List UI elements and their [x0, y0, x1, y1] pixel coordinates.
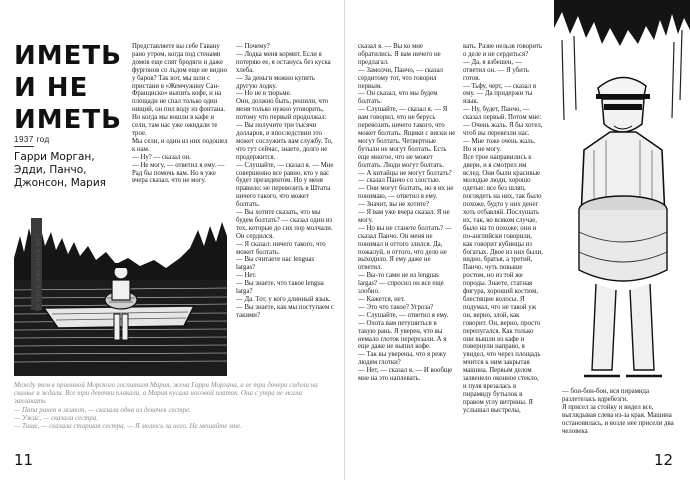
paragraph: — Они могут болтать, но я их не понимаю, — ответил я ему.	[358, 185, 454, 201]
paragraph: Мы сели, и один из них подошел к нам.	[132, 137, 228, 153]
text-column-right-2	[463, 43, 543, 414]
paragraph: — Не могу, — ответил я ему. — Рад бы помочь вам. Но я уже вчера сказал, что не могу.	[132, 161, 225, 185]
paragraph: Представляете вы себе Гавану рано утром, когда под стенами домов еще спят бродяги и даже фургонов со льдом еще не видно у баров? Так вот, мы шли с пристани в «Жемчужину Сан-Франциско» выпить кофе, и на площади не спал только один нищий, он пил воду из фонтана. Но когда мы вошли в кафе и сели, там нас уже ожидали те трое.	[132, 43, 227, 137]
man-in-boat-on-lake-illustration	[14, 218, 227, 376]
paragraph: — Нет, — сказал я. — И вообще мне на это наплевать.	[358, 367, 453, 383]
caption-line: — Папа ранен в живот, — сказала одна из девочек сестре.	[14, 405, 192, 414]
paragraph: — Лодка меня кормит. Если я потеряю ее, я останусь без куска хлеба.	[236, 50, 331, 74]
paragraph: — Слушайте, — ответил я ему. — Охота вам петушиться в такую рань. Я уверен, что вы немало глоток перерезали. А я еще даже не выпил кофе.	[358, 311, 449, 351]
paragraph: вать. Разве нельзя говорить о деле и не сердиться?	[463, 43, 543, 58]
page-number-right: 12	[654, 451, 674, 469]
paragraph: — бон-бон-бон, вся пирамида разлетелась вдребезги.	[562, 388, 650, 403]
story-year: 1937 год	[14, 135, 50, 144]
paragraph: — За деньги можно купить другую лодку.	[236, 74, 315, 90]
paragraph: — Так вы уверены, что я режу людям глотки?	[358, 351, 447, 367]
paragraph: — Это что такое? Угроза?	[358, 303, 434, 311]
paragraph: Они, должно быть, решили, что меня только нужно уговорить, потому что первый продолжал:	[236, 98, 329, 122]
paragraph: Я присел за стойку и видел все, выглядывая слева из-за края. Машина остановилась, и возле нее присели два человека	[562, 403, 674, 435]
side-tab-label: ТО HAVE AND HAVE NOT	[36, 232, 42, 312]
text-column-right-3	[562, 388, 680, 448]
paragraph: — Почему?	[236, 43, 270, 50]
paragraph: — Вы считаете нас lenguas largas?	[236, 256, 315, 272]
paragraph: — Нет.	[236, 272, 257, 280]
paragraph: — Я вам уже вчера сказал. Я не могу.	[358, 209, 450, 224]
paragraph: сказал я. — Вы ко мне обратились. Я вам ничего не предлагал.	[358, 43, 441, 66]
paragraph: — Тьфу, черт, — сказал я ему. — Да придержи ты язык.	[463, 82, 536, 106]
text-column-left-2	[236, 43, 334, 373]
paragraph: — Слушайте, — сказал я. — Я вам говорил, что не берусь перевозить ничего такого, что может болтать. Ящики с виски не могут болтать. Четвертные бутыли не могут болтать. Есть еще многое, что не может болтать. Люди могут болтать.	[358, 106, 456, 169]
paragraph: — Вы знаете, что такое lengua larga?	[236, 280, 324, 296]
caption-text	[14, 381, 334, 433]
paragraph: — Слушайте, — сказал я. — Мне совершенно все равно, кто у вас будет президентом. Но у меня правило: не перевозить в Штаты ничего такого, что может болтать.	[236, 161, 334, 209]
paragraph: — Но не в тюрьме.	[236, 90, 292, 98]
paragraph: — Вы знаете, как мы поступаем с такими?	[236, 303, 335, 319]
character-list: Гарри Морган, Эдди, Панчо, Джонсон, Мария	[14, 151, 106, 189]
caption-line: — Тише, — сказала старшая сестра. — Я молюсь за него. Не мешайте мне.	[14, 422, 242, 431]
paragraph: — Мне тоже очень жаль. Но я не могу.	[463, 137, 536, 153]
page-number-left: 11	[14, 451, 34, 469]
paragraph: — Вы-то сами не из lenguas largas? — спросил он все еще злобно.	[358, 272, 444, 296]
paragraph: — Ну? — сказал он.	[132, 153, 191, 161]
paragraph: — А китайцы не могут болтать? — сказал Панчо со злостью.	[358, 169, 452, 185]
right-page	[345, 0, 690, 480]
paragraph: — Да. Тот, у кого длинный язык.	[236, 296, 331, 303]
paragraph: Все трое направились к двери, и я смотрел им вслед. Они были красивые молодые люди, хорошо одетые: все без шляп, поглядеть на них, так было похоже, будто у них денег хоть отбавляй. Послушать их, так, во всяком случае, было на то похоже; они и по-английски говорили, как говорит кубинцы из богатых. Двое из них были, видно, братья, а третий, Панчо, чуть повыше ростом, но из той же породы. Знаете, статная фигура, хороший костюм, блестящие волосы. Я подумал, что не такой уж он, верно, злой, как говорит. Он, верно, просто перепугался. Как только они вышли из кафе и повернули направо, я увидел, что через площадь мчится к ним закрытая машина. Первым делом зазвенело оконное стекло, и пуля врезалась в пирамиду бутылок в правом углу витрины. Я услышал выстрелы,	[463, 153, 543, 414]
paragraph: — Но вы не станете болтать? — сказал Панчо. Он меня не понимал и оттого злился. Да, пожалуй, и оттого, что дело не выходило. Я ему даже не ответил.	[358, 224, 452, 272]
story-title: ИМЕТЬ И НЕ ИМЕТЬ	[14, 41, 122, 135]
paragraph: — Он сказал, что мы будем болтать.	[358, 90, 438, 106]
paragraph: — Да, я взбешен, — ответил он. — Я убить готов.	[463, 58, 529, 82]
paragraph: — Вы хотите сказать, что мы будем болтать? — сказал один из тех, которые до сих пор молчали. Он сердился.	[236, 209, 333, 240]
caption-line: Между тем в приемной Морского госпиталя Мария, жена Гарри Моргана, и ее три дочери сидели на скамье и ждали. Все три девочки плакали, а Мария кусала носовой платок. Она с утра не могла заплакать.	[14, 381, 318, 406]
man-in-cap-holding-bundle-illustration	[554, 0, 690, 383]
caption-line: — Ужас, — сказала сестра.	[14, 413, 99, 422]
paragraph: — Ну, будет, Панчо, — сказал первый. Потом мне: — Очень жаль. Я бы хотел, чтоб вы перевезли нас.	[463, 106, 543, 137]
text-column-right-1	[358, 43, 456, 383]
paragraph: — Замолчи, Панчо, — сказал сердитому тот, что говорил первым.	[358, 66, 444, 90]
paragraph: — Значит, вы не хотите?	[358, 201, 430, 209]
paragraph: — Кажется, нет.	[358, 296, 405, 303]
year-underline	[14, 146, 34, 147]
paragraph: — Я сказал: ничего такого, что может болтать.	[236, 240, 326, 256]
paragraph: — Вы получите три тысячи долларов, и впоследствии это может сослужить вам службу. То, что тут сейчас, знаете, долго не продержится.	[236, 122, 333, 161]
